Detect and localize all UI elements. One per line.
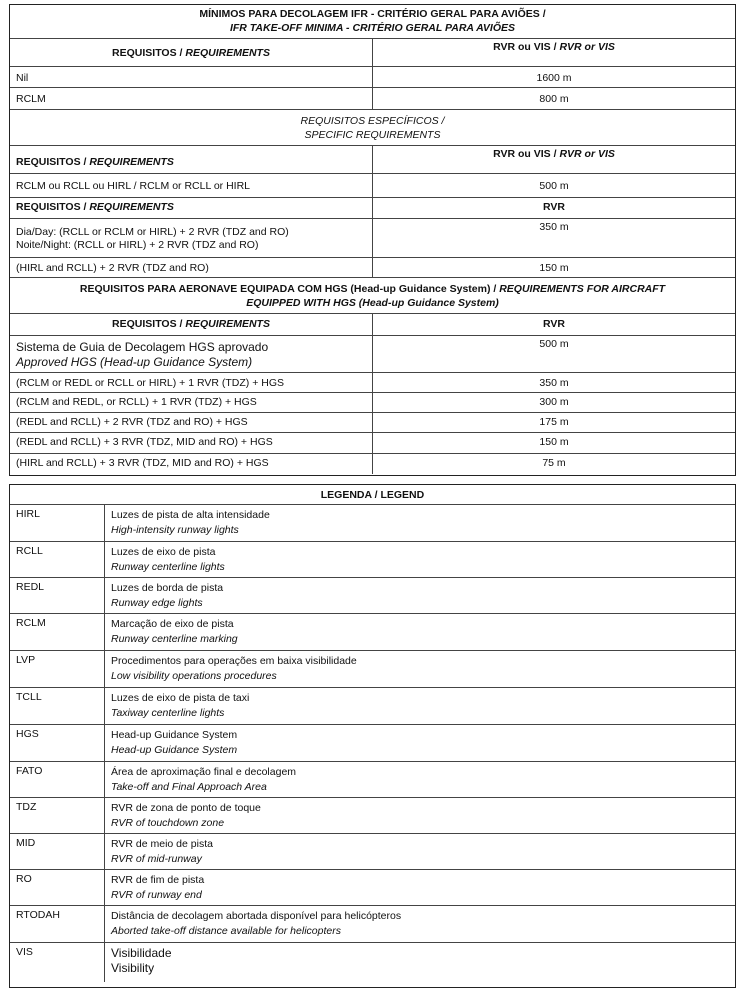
legend-abbr: HIRL	[10, 505, 105, 541]
val-cell: 300 m	[539, 396, 569, 408]
legend-definition-pt: Luzes de eixo de pista	[111, 546, 216, 558]
general-req-header: REQUISITOS / REQUIREMENTS	[10, 39, 373, 66]
legend-row	[10, 614, 735, 651]
legend-definition-pt: RVR de fim de pista	[111, 874, 205, 886]
legend-definition-en: Runway centerline lights	[111, 561, 225, 573]
legend-definition	[105, 725, 735, 761]
legend-definition-en: Taxiway centerline lights	[111, 707, 225, 719]
val-cell: 800 m	[539, 93, 569, 105]
legend-title: LEGENDA / LEGEND	[320, 489, 425, 501]
legend-abbr: VIS	[10, 943, 105, 982]
legend-definition-pt: Luzes de eixo de pista de taxi	[111, 692, 250, 704]
req-cell: (REDL and RCLL) + 2 RVR (TDZ and RO) + HGS	[10, 413, 373, 432]
specific-req-header: REQUISITOS / REQUIREMENTS	[10, 146, 373, 173]
legend-row	[10, 798, 735, 834]
table-row	[10, 258, 735, 278]
req-cell: Sistema de Guia de Decolagem HGS aprovado Approved HGS (Head-up Guidance System)	[10, 336, 373, 372]
title-pt: MÍNIMOS PARA DECOLAGEM IFR - CRITÉRIO GERAL PARA AVIÕES /	[199, 8, 546, 20]
general-header-row	[10, 39, 735, 67]
legend-definition-pt: Marcação de eixo de pista	[111, 618, 234, 630]
val-cell: 175 m	[539, 416, 569, 428]
val-cell: 150 m	[539, 262, 569, 274]
legend-definition-en: Runway edge lights	[111, 597, 203, 609]
specific-val2-header: RVR	[543, 201, 565, 213]
legend-definition	[105, 651, 735, 687]
req-cell: RCLM	[10, 88, 373, 109]
legend-row	[10, 688, 735, 725]
legend-definition-pt: Procedimentos para operações em baixa visibilidade	[111, 655, 357, 667]
req-cell: (HIRL and RCLL) + 3 RVR (TDZ, MID and RO) + HGS	[10, 454, 373, 474]
table-row	[10, 373, 735, 393]
legend-definition-pt: Luzes de borda de pista	[111, 582, 224, 594]
req-cell: (REDL and RCLL) + 3 RVR (TDZ, MID and RO) + HGS	[10, 433, 373, 453]
legend-abbr: LVP	[10, 651, 105, 687]
legend-row	[10, 906, 735, 943]
title-en: IFR TAKE-OFF MINIMA - CRITÉRIO GERAL PARA AVIÕES	[229, 22, 516, 34]
legend-definition	[105, 834, 735, 869]
legend-abbr: RCLM	[10, 614, 105, 650]
specific-header-row	[10, 146, 735, 174]
table-row	[10, 413, 735, 433]
table-row	[10, 67, 735, 88]
legend-definition-en: High-intensity runway lights	[111, 524, 239, 536]
req-cell: (RCLM or REDL or RCLL or HIRL) + 1 RVR (TDZ) + HGS	[10, 373, 373, 392]
legend-definition-pt: Área de aproximação final e decolagem	[111, 766, 297, 778]
table-row	[10, 336, 735, 373]
val-cell: 75 m	[542, 457, 566, 469]
specific-val-header: RVR ou VIS / RVR or VIS	[493, 148, 615, 160]
legend-definition-pt: Distância de decolagem abortada disponível para helicópteros	[111, 910, 402, 922]
legend-row	[10, 870, 735, 906]
val-cell: 500 m	[539, 338, 569, 350]
table-title-row	[10, 5, 735, 39]
legend-definition-pt: Visibilidade	[111, 946, 172, 960]
req-cell: Nil	[10, 67, 373, 87]
legend-definition-en: Visibility	[111, 961, 155, 975]
hgs-title: REQUISITOS PARA AERONAVE EQUIPADA COM HGS (Head-up Guidance System) / REQUIREMENTS FOR AIRCRAFT EQUIPPED WITH HGS (Head-up Guidance System)	[79, 283, 666, 309]
legend-abbr: FATO	[10, 762, 105, 797]
legend-definition-en: Aborted take-off distance available for helicopters	[111, 925, 341, 937]
legend-row	[10, 834, 735, 870]
req-cell: (HIRL and RCLL) + 2 RVR (TDZ and RO)	[10, 258, 373, 277]
legend-abbr: REDL	[10, 578, 105, 613]
legend-title-row	[10, 485, 735, 505]
req-cell: RCLM ou RCLL ou HIRL / RCLM or RCLL or HIRL	[10, 174, 373, 197]
legend-definition-pt: RVR de zona de ponto de toque	[111, 802, 261, 814]
legend-abbr: TDZ	[10, 798, 105, 833]
hgs-req-header: REQUISITOS / REQUIREMENTS	[10, 314, 373, 335]
specific-header2-row	[10, 198, 735, 219]
legend-definition	[105, 798, 735, 833]
legend-row	[10, 542, 735, 578]
table-row	[10, 219, 735, 258]
legend-definition-en: Take-off and Final Approach Area	[111, 781, 267, 793]
legend-row	[10, 578, 735, 614]
legend-definition-en: RVR of runway end	[111, 889, 202, 901]
hgs-title-row	[10, 278, 735, 314]
legend-abbr: RCLL	[10, 542, 105, 577]
specific-title-row	[10, 110, 735, 146]
legend-definition-pt: Head-up Guidance System	[111, 729, 238, 741]
legend-abbr: MID	[10, 834, 105, 869]
legend-row	[10, 762, 735, 798]
legend-definition-en: Head-up Guidance System	[111, 744, 238, 756]
takeoff-minima-table	[9, 4, 736, 476]
legend-definition-en: RVR of mid-runway	[111, 853, 202, 865]
legend-table	[9, 484, 736, 988]
legend-abbr: RTODAH	[10, 906, 105, 942]
legend-definition-pt: RVR de meio de pista	[111, 838, 213, 850]
table-title	[10, 5, 735, 38]
table-row	[10, 454, 735, 474]
legend-definition-pt: Luzes de pista de alta intensidade	[111, 509, 270, 521]
hgs-val-header: RVR	[543, 318, 565, 330]
req-cell: (RCLM and REDL, or RCLL) + 1 RVR (TDZ) + HGS	[10, 393, 373, 412]
legend-definition	[105, 906, 735, 942]
legend-abbr: TCLL	[10, 688, 105, 724]
val-cell: 1600 m	[536, 72, 572, 84]
legend-row	[10, 943, 735, 982]
legend-definition-en: Low visibility operations procedures	[111, 670, 277, 682]
table-row	[10, 393, 735, 413]
val-cell: 350 m	[539, 221, 569, 233]
legend-definition	[105, 762, 735, 797]
legend-definition	[105, 870, 735, 905]
table-row	[10, 174, 735, 198]
val-cell: 350 m	[539, 377, 569, 389]
specific-title: REQUISITOS ESPECÍFICOS / SPECIFIC REQUIREMENTS	[300, 115, 445, 141]
hgs-header-row	[10, 314, 735, 336]
legend-definition	[105, 542, 735, 577]
legend-row	[10, 651, 735, 688]
legend-abbr: HGS	[10, 725, 105, 761]
legend-row	[10, 505, 735, 542]
legend-row	[10, 725, 735, 762]
table-row	[10, 88, 735, 110]
table-row	[10, 433, 735, 454]
legend-definition	[105, 505, 735, 541]
specific-req2-header: REQUISITOS / REQUIREMENTS	[10, 198, 373, 218]
legend-definition-en: Runway centerline marking	[111, 633, 238, 645]
legend-definition	[105, 943, 735, 982]
req-cell: Dia/Day: (RCLL or RCLM or HIRL) + 2 RVR (TDZ and RO) Noite/Night: (RCLL or HIRL) + 2 RVR (TDZ and RO)	[10, 219, 373, 257]
legend-definition	[105, 688, 735, 724]
val-cell: 500 m	[539, 180, 569, 192]
legend-definition	[105, 578, 735, 613]
legend-definition	[105, 614, 735, 650]
general-val-header: RVR ou VIS / RVR or VIS	[493, 41, 615, 53]
legend-abbr: RO	[10, 870, 105, 905]
val-cell: 150 m	[539, 436, 569, 448]
legend-definition-en: RVR of touchdown zone	[111, 817, 225, 829]
